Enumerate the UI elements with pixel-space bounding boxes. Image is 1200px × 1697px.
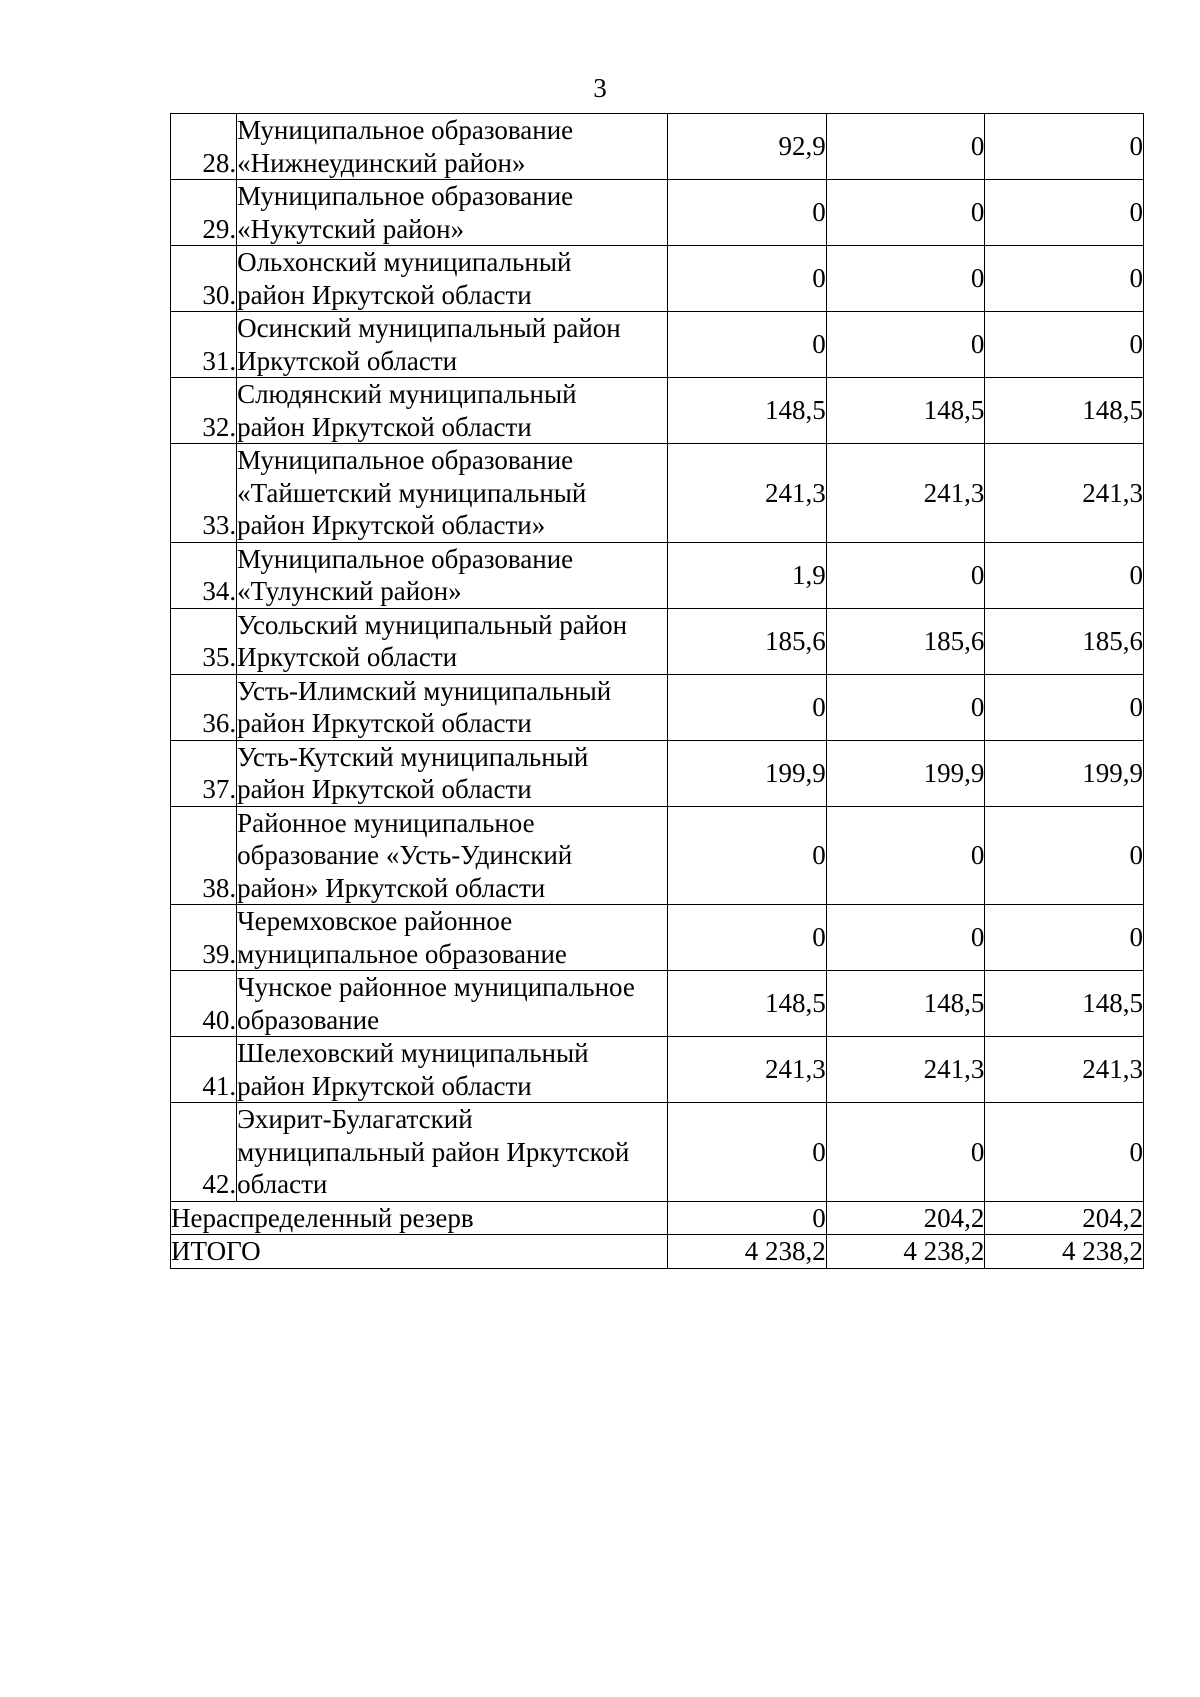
value-cell-2: 148,5 xyxy=(826,971,985,1037)
row-number: 29. xyxy=(171,180,237,246)
value-cell-1: 0 xyxy=(668,674,827,740)
row-number: 34. xyxy=(171,542,237,608)
municipality-name-line: Шелеховский муниципальный xyxy=(237,1038,589,1068)
municipality-name xyxy=(237,806,668,905)
value-cell-1: 241,3 xyxy=(668,1037,827,1103)
value-cell-3: 0 xyxy=(985,806,1144,905)
row-number: 28. xyxy=(171,114,237,180)
value-cell-1: 0 xyxy=(668,312,827,378)
value-cell-2: 0 xyxy=(826,806,985,905)
value-cell-2: 0 xyxy=(826,542,985,608)
table-row xyxy=(171,905,1144,971)
value-cell-3: 0 xyxy=(985,905,1144,971)
municipality-name xyxy=(237,180,668,246)
municipality-name xyxy=(237,114,668,180)
row-number: 30. xyxy=(171,246,237,312)
value-cell-3: 0 xyxy=(985,312,1144,378)
value-cell-1: 199,9 xyxy=(668,740,827,806)
table-row xyxy=(171,806,1144,905)
municipality-name-line: «Нукутский район» xyxy=(237,213,465,244)
grand-total-row xyxy=(171,1235,1144,1269)
municipality-name-line: Районное муниципальное xyxy=(237,807,535,838)
value-cell-2: 148,5 xyxy=(826,378,985,444)
page-number: 3 xyxy=(593,73,607,103)
municipality-name-line: «Тулунский район» xyxy=(237,576,462,606)
table-row xyxy=(171,1037,1144,1103)
municipality-name-line: Усть-Илимский муниципальный xyxy=(237,675,612,706)
value-cell-2: 0 xyxy=(826,114,985,180)
municipality-name-line: «Тайшетский муниципальный xyxy=(237,477,587,508)
municipality-name-line: Усть-Кутский муниципальный xyxy=(237,741,589,772)
municipality-name xyxy=(237,542,668,608)
municipality-name-line: Слюдянский муниципальный xyxy=(237,379,577,409)
value-cell-2: 199,9 xyxy=(826,740,985,806)
municipality-name xyxy=(237,971,668,1037)
row-number: 40. xyxy=(171,971,237,1037)
table-body xyxy=(171,114,1144,1269)
municipality-name-line: Муниципальное образование xyxy=(237,181,574,211)
total-value-2: 204,2 xyxy=(826,1201,985,1235)
municipality-name-line: Чунское районное муниципальное xyxy=(237,972,635,1002)
value-cell-1: 185,6 xyxy=(668,608,827,674)
total-value-3: 4 238,2 xyxy=(985,1235,1144,1269)
row-number: 37. xyxy=(171,740,237,806)
municipality-name xyxy=(237,740,668,806)
row-number: 42. xyxy=(171,1103,237,1202)
value-cell-2: 185,6 xyxy=(826,608,985,674)
municipality-name xyxy=(237,608,668,674)
total-value-3: 204,2 xyxy=(985,1201,1144,1235)
value-cell-3: 199,9 xyxy=(985,740,1144,806)
municipality-name xyxy=(237,1037,668,1103)
municipality-name-line: «Нижнеудинский район» xyxy=(237,147,526,178)
table-row xyxy=(171,378,1144,444)
reserve-row xyxy=(171,1201,1144,1235)
municipality-name xyxy=(237,378,668,444)
municipality-name-line: район» Иркутской области xyxy=(237,872,546,903)
value-cell-3: 148,5 xyxy=(985,971,1144,1037)
table-row xyxy=(171,971,1144,1037)
value-cell-3: 148,5 xyxy=(985,378,1144,444)
total-label: Нераспределенный резерв xyxy=(171,1201,668,1235)
table-row xyxy=(171,674,1144,740)
municipality-name xyxy=(237,1103,668,1202)
value-cell-2: 0 xyxy=(826,246,985,312)
value-cell-1: 92,9 xyxy=(668,114,827,180)
municipality-name-line: район Иркутской области xyxy=(237,411,532,442)
municipality-name-line: области xyxy=(237,1169,328,1199)
municipality-name-line: Муниципальное образование xyxy=(237,445,574,475)
row-number: 31. xyxy=(171,312,237,378)
total-value-2: 4 238,2 xyxy=(826,1235,985,1269)
value-cell-3: 241,3 xyxy=(985,444,1144,543)
value-cell-3: 0 xyxy=(985,1103,1144,1202)
row-number: 41. xyxy=(171,1037,237,1103)
value-cell-1: 148,5 xyxy=(668,378,827,444)
row-number: 33. xyxy=(171,444,237,543)
value-cell-2: 0 xyxy=(826,312,985,378)
municipality-name-line: Иркутской области xyxy=(237,345,458,376)
value-cell-1: 0 xyxy=(668,806,827,905)
value-cell-2: 0 xyxy=(826,674,985,740)
table-row xyxy=(171,608,1144,674)
value-cell-1: 148,5 xyxy=(668,971,827,1037)
total-value-1: 0 xyxy=(668,1201,827,1235)
municipality-name xyxy=(237,246,668,312)
table-row xyxy=(171,114,1144,180)
municipality-name-line: район Иркутской области» xyxy=(237,510,546,540)
value-cell-3: 0 xyxy=(985,542,1144,608)
row-number: 39. xyxy=(171,905,237,971)
municipality-name xyxy=(237,444,668,543)
value-cell-1: 0 xyxy=(668,905,827,971)
municipality-name-line: Иркутской области xyxy=(237,642,458,672)
value-cell-2: 0 xyxy=(826,180,985,246)
value-cell-2: 241,3 xyxy=(826,1037,985,1103)
municipality-name-line: район Иркутской области xyxy=(237,279,532,310)
table-row xyxy=(171,312,1144,378)
municipality-name-line: район Иркутской области xyxy=(237,774,532,804)
municipality-name-line: Осинский муниципальный район xyxy=(237,313,621,343)
table-row xyxy=(171,740,1144,806)
value-cell-3: 241,3 xyxy=(985,1037,1144,1103)
value-cell-3: 0 xyxy=(985,674,1144,740)
total-value-1: 4 238,2 xyxy=(668,1235,827,1269)
municipality-name-line: Ольхонский муниципальный xyxy=(237,247,572,277)
value-cell-2: 0 xyxy=(826,1103,985,1202)
total-label: ИТОГО xyxy=(171,1235,668,1269)
value-cell-2: 241,3 xyxy=(826,444,985,543)
value-cell-3: 0 xyxy=(985,114,1144,180)
row-number: 35. xyxy=(171,608,237,674)
table-row xyxy=(171,180,1144,246)
value-cell-1: 0 xyxy=(668,180,827,246)
municipality-name-line: образование xyxy=(237,1004,380,1035)
allocation-table xyxy=(170,113,1144,1269)
value-cell-1: 1,9 xyxy=(668,542,827,608)
value-cell-1: 241,3 xyxy=(668,444,827,543)
municipality-name-line: Черемховское районное xyxy=(237,906,513,936)
municipality-name-line: район Иркутской области xyxy=(237,1070,532,1101)
municipality-name-line: образование «Усть-Удинский xyxy=(237,840,573,870)
value-cell-1: 0 xyxy=(668,246,827,312)
municipality-name-line: Муниципальное образование xyxy=(237,543,574,574)
municipality-name xyxy=(237,674,668,740)
municipality-name-line: муниципальный район Иркутской xyxy=(237,1136,630,1167)
municipality-name-line: Усольский муниципальный район xyxy=(237,609,628,640)
table-row xyxy=(171,444,1144,543)
row-number: 36. xyxy=(171,674,237,740)
table-row xyxy=(171,1103,1144,1202)
value-cell-3: 0 xyxy=(985,180,1144,246)
municipality-name-line: муниципальное образование xyxy=(237,938,567,969)
value-cell-3: 0 xyxy=(985,246,1144,312)
row-number: 32. xyxy=(171,378,237,444)
value-cell-3: 185,6 xyxy=(985,608,1144,674)
table-row xyxy=(171,542,1144,608)
value-cell-2: 0 xyxy=(826,905,985,971)
municipality-name xyxy=(237,312,668,378)
municipality-name-line: Эхирит-Булагатский xyxy=(237,1104,473,1134)
municipality-name-line: район Иркутской области xyxy=(237,708,532,738)
row-number: 38. xyxy=(171,806,237,905)
municipality-name xyxy=(237,905,668,971)
value-cell-1: 0 xyxy=(668,1103,827,1202)
municipality-name-line: Муниципальное образование xyxy=(237,115,574,145)
table-row xyxy=(171,246,1144,312)
